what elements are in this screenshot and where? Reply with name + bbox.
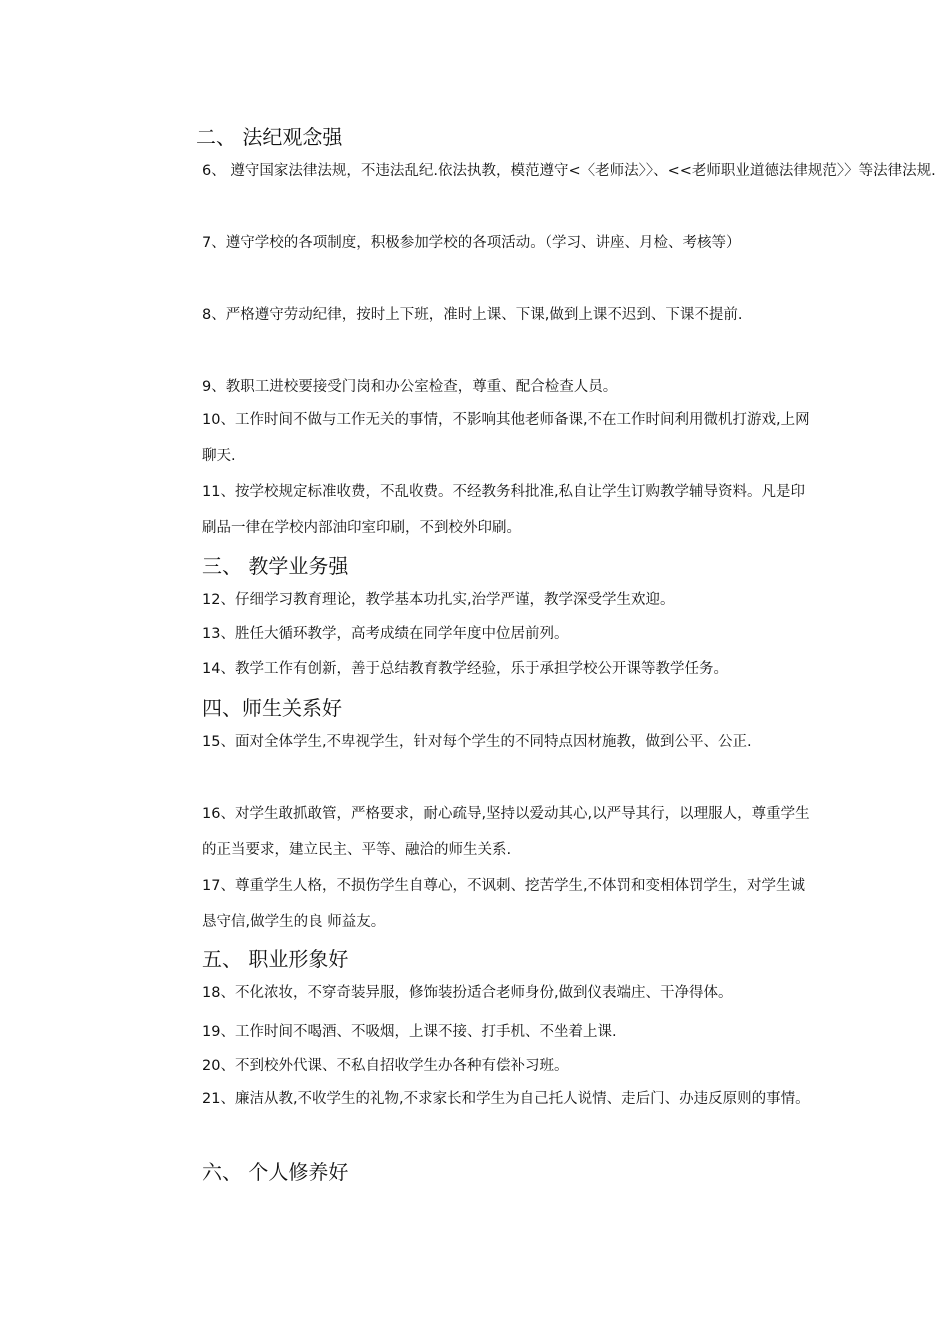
section-heading-image: 五、 职业形象好 (202, 947, 349, 971)
list-item: 13、胜任大循环教学，高考成绩在同学年度中位居前列。 (202, 626, 569, 642)
list-item: 9、教职工进校要接受门岗和办公室检查，尊重、配合检查人员。 (202, 379, 618, 395)
list-item: 11、按学校规定标准收费，不乱收费。不经教务科批准,私自让学生订购教学辅导资料。凡是印刷品一律在学校内部油印室印刷，不到校外印刷。 (202, 484, 806, 536)
list-item: 15、面对全体学生,不卑视学生，针对每个学生的不同特点因材施教，做到公平、公正. (202, 734, 752, 750)
list-item: 10、工作时间不做与工作无关的事情，不影响其他老师备课,不在工作时间利用微机打游戏,上网聊天. (202, 412, 810, 464)
list-item: 6、 遵守国家法律法规，不违法乱纪.依法执教，模范遵守<〈老师法〉〉、<<老师职业道德法律规范〉〉等法律法规. (202, 163, 936, 179)
list-item: 14、教学工作有创新，善于总结教育教学经验，乐于承担学校公开课等教学任务。 (202, 661, 728, 677)
list-item: 21、廉洁从教,不收学生的礼物,不求家长和学生为自己托人说情、走后门、办违反原则的事情。 (202, 1091, 810, 1107)
list-item: 20、不到校外代课、不私自招收学生办各种有偿补习班。 (202, 1058, 569, 1074)
list-item: 16、对学生敢抓敢管，严格要求，耐心疏导,坚持以爱动其心,以严导其行，以理服人，尊重学生的正当要求，建立民主、平等、融洽的师生关系. (202, 806, 810, 858)
list-item: 12、仔细学习教育理论，教学基本功扎实,治学严谨，教学深受学生欢迎。 (202, 592, 675, 608)
list-item: 18、不化浓妆，不穿奇装异服，修饰装扮适合老师身份,做到仪表端庄、干净得体。 (202, 985, 733, 1001)
list-item: 8、严格遵守劳动纪律，按时上下班，准时上课、下课,做到上课不迟到、下课不提前. (202, 307, 743, 323)
list-item: 7、遵守学校的各项制度，积极参加学校的各项活动。（学习、讲座、月检、考核等） (202, 235, 741, 251)
section-heading-teaching: 三、 教学业务强 (202, 554, 349, 578)
section-heading-cultivation: 六、 个人修养好 (202, 1160, 349, 1184)
section-heading-law: 二、 法纪观念强 (196, 125, 343, 149)
section-heading-relations: 四、师生关系好 (202, 696, 342, 720)
list-item: 19、工作时间不喝酒、不吸烟，上课不接、打手机、不坐着上课. (202, 1024, 617, 1040)
list-item: 17、尊重学生人格，不损伤学生自尊心，不讽刺、挖苦学生,不体罚和变相体罚学生，对学生诚恳守信,做学生的良 师益友。 (202, 878, 806, 930)
